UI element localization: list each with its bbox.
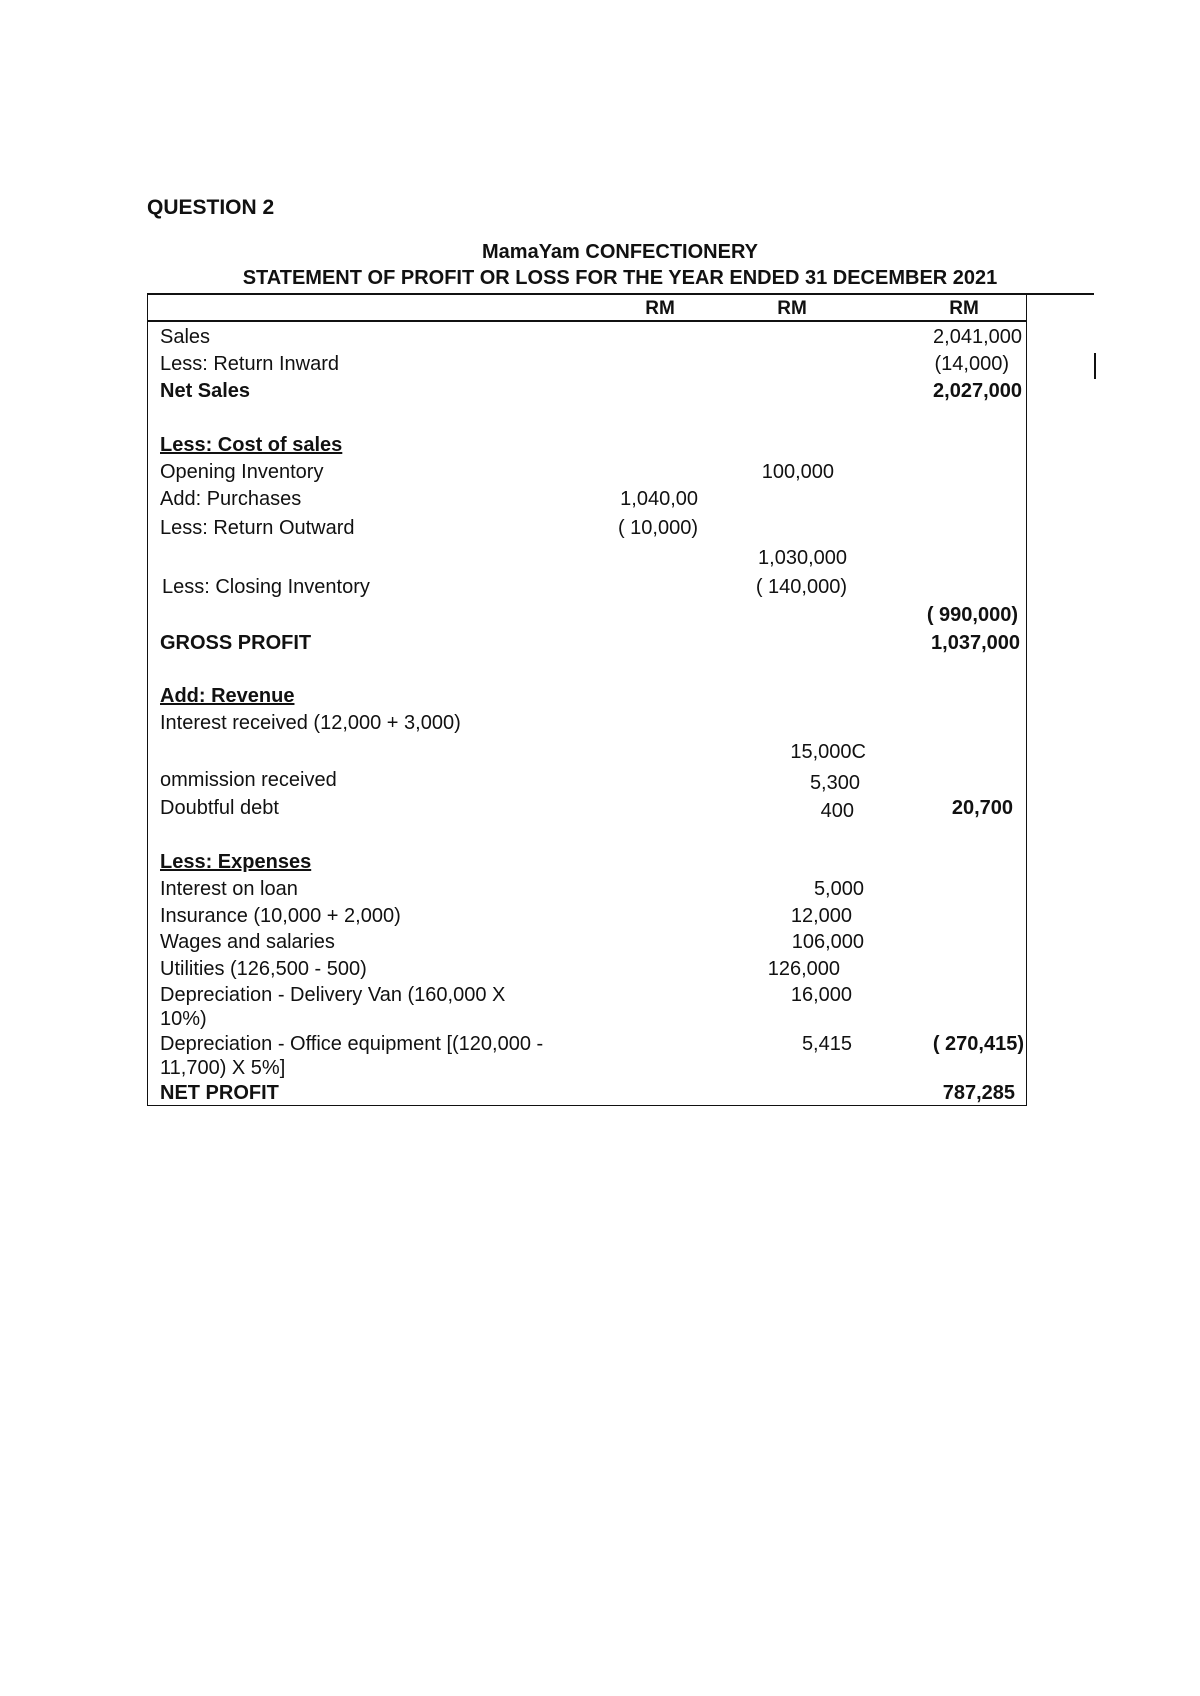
revenue-heading: Add: Revenue xyxy=(160,685,295,707)
return-inward-value: (14,000) xyxy=(934,353,1009,375)
row-label-closing-inventory: Less: Closing Inventory xyxy=(162,576,370,598)
wages-value: 106,000 xyxy=(791,931,864,953)
net-sales-value: 2,027,000 xyxy=(933,380,1022,402)
row-label-return-inward: Less: Return Inward xyxy=(160,353,339,375)
margin-mark xyxy=(1094,353,1096,379)
row-label-opening-inventory: Opening Inventory xyxy=(160,461,324,483)
row-label-net-sales: Net Sales xyxy=(160,380,251,402)
row-label-depreciation-van-cont: 10%) xyxy=(160,1008,207,1030)
column-header-1: RM xyxy=(645,298,675,319)
row-label-interest-on-loan: Interest on loan xyxy=(160,878,298,900)
row-label-doubtful-debt: Doubtful debt xyxy=(160,797,279,819)
row-label-gross-profit: GROSS PROFIT xyxy=(160,632,312,654)
utilities-value: 126,000 xyxy=(767,958,840,980)
doubtful-debt-value: 400 xyxy=(820,800,854,822)
depreciation-van-value: 16,000 xyxy=(790,984,852,1006)
depreciation-office-value: 5,415 xyxy=(801,1033,852,1055)
revenue-total: 20,700 xyxy=(951,797,1013,819)
interest-on-loan-value: 5,000 xyxy=(813,878,864,900)
closing-inventory-value: ( 140,000) xyxy=(755,576,847,598)
row-label-sales: Sales xyxy=(160,326,211,348)
gross-profit-value: 1,037,000 xyxy=(931,632,1020,654)
row-label-utilities: Utilities (126,500 - 500) xyxy=(160,958,367,980)
return-outward-value: ( 10,000) xyxy=(617,517,698,539)
row-label-depreciation-office-cont: 11,700) X 5%] xyxy=(160,1057,286,1079)
row-label-depreciation-van: Depreciation - Delivery Van (160,000 X xyxy=(160,984,506,1006)
insurance-value: 12,000 xyxy=(790,905,852,927)
row-label-interest-received: Interest received (12,000 + 3,000) xyxy=(160,712,461,734)
net-profit-value: 787,285 xyxy=(942,1082,1015,1104)
row-label-insurance: Insurance (10,000 + 2,000) xyxy=(160,905,401,927)
question-heading: QUESTION 2 xyxy=(147,196,275,219)
opening-inventory-value: 100,000 xyxy=(761,461,834,483)
company-name: MamaYam CONFECTIONERY xyxy=(482,241,758,263)
row-label-depreciation-office: Depreciation - Office equipment [(120,000 - xyxy=(160,1033,544,1055)
row-label-purchases: Add: Purchases xyxy=(160,488,302,510)
row-label-wages: Wages and salaries xyxy=(160,931,335,953)
cost-of-sales-heading: Less: Cost of sales xyxy=(160,434,343,456)
column-header-2: RM xyxy=(777,298,807,319)
row-label-return-outward: Less: Return Outward xyxy=(160,517,355,539)
interest-received-value: 15,000C xyxy=(790,741,866,763)
column-header-3: RM xyxy=(949,298,979,319)
sales-value: 2,041,000 xyxy=(933,326,1022,348)
cost-of-sales-total: ( 990,000) xyxy=(926,604,1018,626)
row-label-net-profit: NET PROFIT xyxy=(160,1082,279,1104)
commission-received-value: 5,300 xyxy=(809,772,860,794)
row-label-commission-received: ommission received xyxy=(160,769,337,791)
expenses-total: ( 270,415) xyxy=(932,1033,1024,1055)
statement-title: STATEMENT OF PROFIT OR LOSS FOR THE YEAR ENDED 31 DECEMBER 2021 xyxy=(242,267,998,289)
purchases-value: 1,040,00 xyxy=(620,488,698,510)
header-rule xyxy=(147,320,1027,322)
expenses-heading: Less: Expenses xyxy=(160,851,312,873)
purchases-subtotal-value: 1,030,000 xyxy=(758,547,847,569)
